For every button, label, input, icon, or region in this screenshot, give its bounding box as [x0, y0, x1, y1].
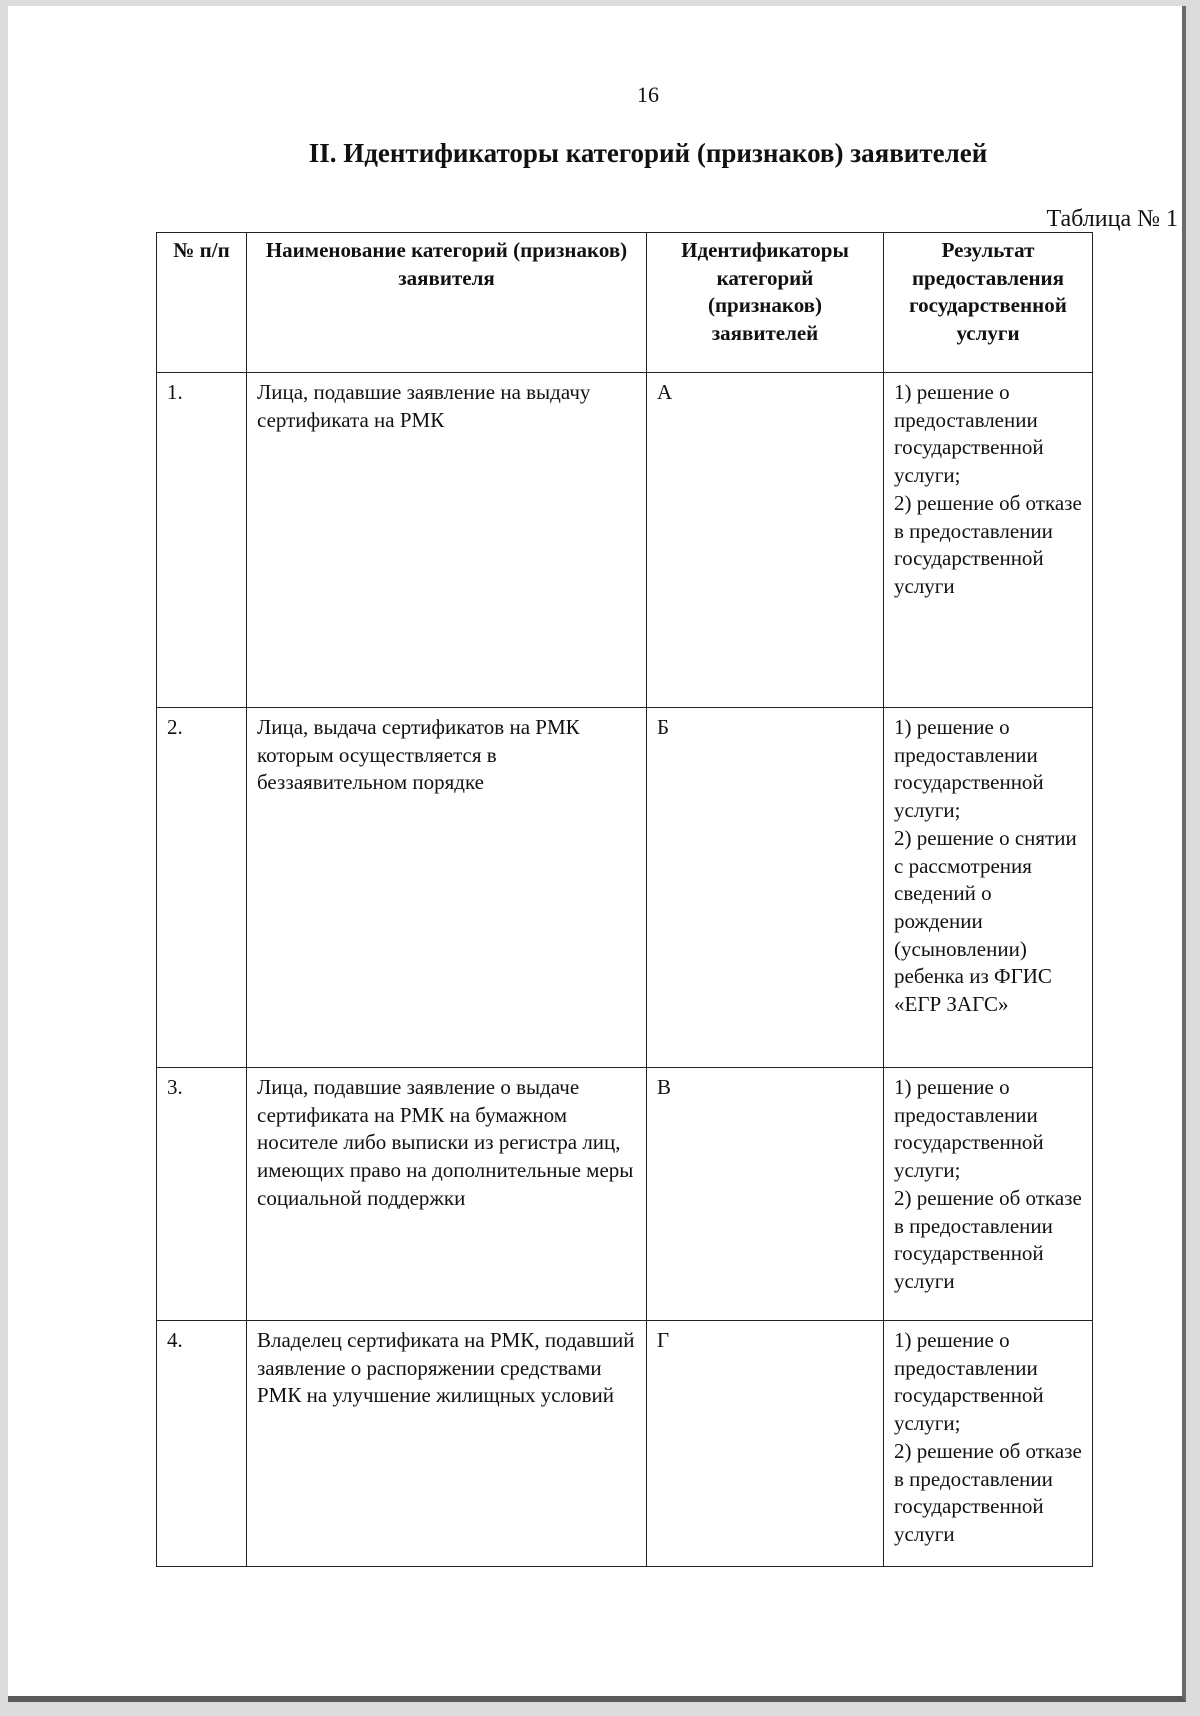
row-result — [884, 373, 1093, 708]
row-category-name: Лица, подавшие заявление о выдаче сертификата на РМК на бумажном носителе либо выписки из регистра лиц, имеющих право на дополнительные меры социальной поддержки — [247, 1068, 647, 1321]
row-num: 3. — [157, 1068, 247, 1321]
row-result — [884, 708, 1093, 1068]
row-category-name: Лица, выдача сертификатов на РМК которым осуществляется в беззаявительном порядке — [247, 708, 647, 1068]
result-item: 2) решение об отказе в предоставлении государственной услуги — [894, 490, 1082, 599]
table-row — [157, 1321, 1093, 1567]
result-item: 2) решение об отказе в предоставлении государственной услуги — [894, 1185, 1082, 1294]
row-identifier: В — [647, 1068, 884, 1321]
row-result — [884, 1321, 1093, 1567]
page-number: 16 — [637, 82, 659, 107]
table-row — [157, 1068, 1093, 1321]
header-id: Идентификаторы категорий (признаков) заявителей — [647, 233, 884, 373]
header-result: Результат предоставления государственной услуги — [884, 233, 1093, 373]
table-row — [157, 373, 1093, 708]
result-item: 1) решение о предоставлении государственной услуги; — [894, 1328, 1044, 1436]
row-identifier: А — [647, 373, 884, 708]
document-page — [8, 6, 1186, 1702]
section-title: II. Идентификаторы категорий (признаков) заявителей — [308, 138, 988, 168]
applicant-categories-table — [156, 232, 1093, 1567]
result-item: 2) решение об отказе в предоставлении государственной услуги — [894, 1438, 1082, 1547]
row-result — [884, 1068, 1093, 1321]
result-item: 2) решение о снятии с рассмотрения сведений о рождении (усыновлении) ребенка из ФГИС «ЕГР ЗАГС» — [894, 825, 1077, 1017]
header-num: № п/п — [157, 233, 247, 373]
result-item: 1) решение о предоставлении государственной услуги; — [894, 380, 1044, 488]
result-item: 1) решение о предоставлении государственной услуги; — [894, 1075, 1044, 1183]
row-num: 2. — [157, 708, 247, 1068]
row-identifier: Б — [647, 708, 884, 1068]
header-name: Наименование категорий (признаков) заявителя — [247, 233, 647, 373]
row-identifier: Г — [647, 1321, 884, 1567]
result-item: 1) решение о предоставлении государственной услуги; — [894, 715, 1044, 823]
row-num: 4. — [157, 1321, 247, 1567]
row-category-name: Лица, подавшие заявление на выдачу сертификата на РМК — [247, 373, 647, 708]
table-caption: Таблица № 1 — [1046, 206, 1178, 232]
table-header-row — [157, 233, 1093, 373]
table-row — [157, 708, 1093, 1068]
row-num: 1. — [157, 373, 247, 708]
row-category-name: Владелец сертификата на РМК, подавший заявление о распоряжении средствами РМК на улучшение жилищных условий — [247, 1321, 647, 1567]
